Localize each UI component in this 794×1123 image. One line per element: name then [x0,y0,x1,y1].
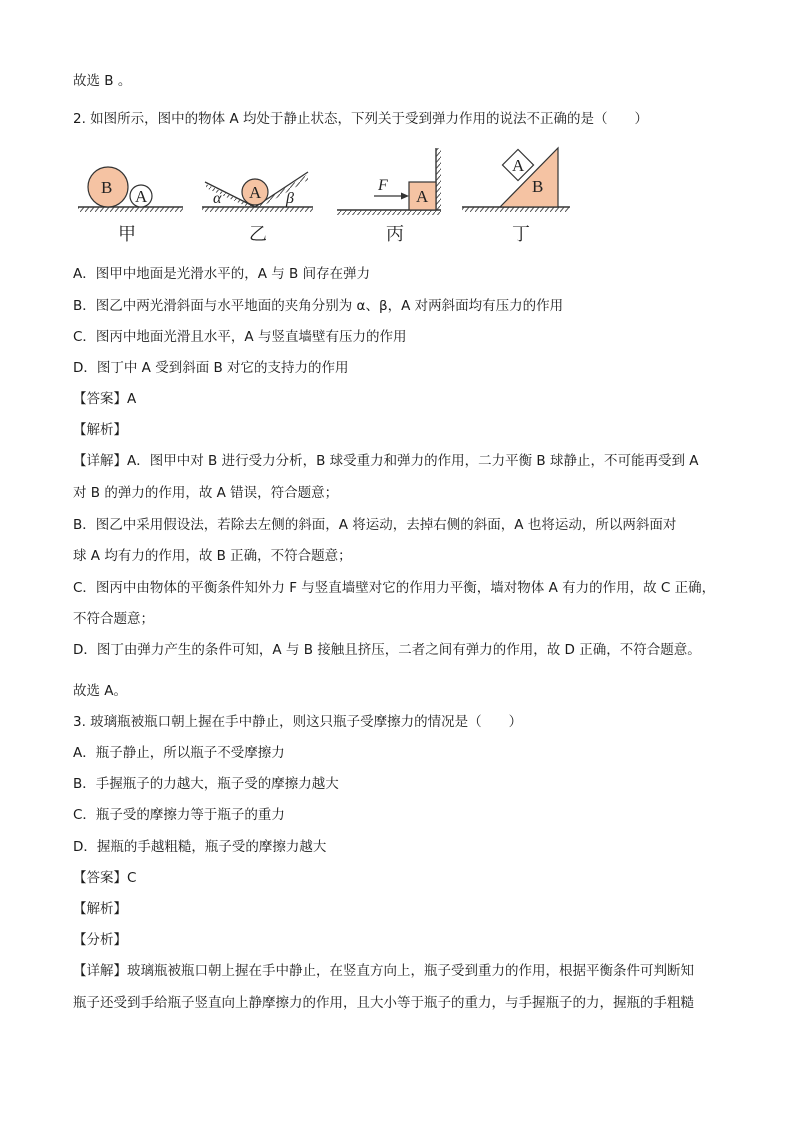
q2-stem: 2. 如图所示，图中的物体 A 均处于静止状态，下列关于受到弹力作用的说法不正确的是（ ） [73,111,648,127]
ground-hatch [462,207,570,212]
panel-label-ding: 丁 [512,224,530,245]
ground-hatch [202,207,313,212]
ball-b-label: B [101,178,113,197]
panel-label-bing: 丙 [386,224,404,245]
q3-option-a: A．瓶子静止，所以瓶子不受摩擦力 [73,745,285,761]
q3-detail-line: 瓶子还受到手给瓶子竖直向上静摩擦力的作用，且大小等于瓶子的重力，与手握瓶子的力，握瓶的手粗糙 [73,995,694,1011]
q2-figure [70,140,590,245]
q2-detail-line: 不符合题意； [73,611,154,627]
panel-bing [337,148,441,245]
angle-alpha-label: α [213,190,222,207]
panel-ding [462,148,570,245]
q2-detail-line: D．图丁由弹力产生的条件可知，A 与 B 接触且挤压，二者之间有弹力的作用，故 D 正确，不符合题意。 [73,642,701,658]
q2-conclusion: 故选 A。 [73,683,128,699]
q2-option-c: C．图丙中地面光滑且水平，A 与竖直墙壁有压力的作用 [73,329,407,345]
block-a-label: A [416,187,429,206]
ball-a-label: A [135,187,148,206]
q2-option-b: B．图乙中两光滑斜面与水平地面的夹角分别为 α、β，A 对两斜面均有压力的作用 [73,298,564,314]
ground-hatch [78,207,183,212]
q2-detail-line: B．图乙中采用假设法，若除去左侧的斜面，A 将运动，去掉右侧的斜面，A 也将运动，所以两斜面对 [73,517,677,533]
q3-option-b: B．手握瓶子的力越大，瓶子受的摩擦力越大 [73,776,339,792]
q3-option-d: D．握瓶的手越粗糙，瓶子受的摩擦力越大 [73,839,327,855]
q3-stem: 3. 玻璃瓶被瓶口朝上握在手中静止，则这只瓶子受摩擦力的情况是（ ） [73,714,523,730]
ball-a-label: A [249,183,262,202]
q2-detail-line: 对 B 的弹力的作用，故 A 错误，符合题意； [73,485,339,501]
force-arrowhead [401,193,409,200]
force-f-label: F [378,177,388,194]
q2-answer: 【答案】A [73,391,137,407]
incline-b [500,148,558,207]
ground-hatch [337,210,441,215]
incline-b-label: B [532,177,544,196]
q2-option-d: D．图丁中 A 受到斜面 B 对它的支持力的作用 [73,360,349,376]
q3-fenxi-header: 【分析】 [73,932,127,948]
angle-beta-label: β [286,190,294,207]
q3-answer: 【答案】C [73,870,137,886]
panel-label-jia: 甲 [118,224,136,245]
previous-conclusion: 故选 B 。 [73,73,132,89]
panel-label-yi: 乙 [249,224,267,245]
q2-analysis-header: 【解析】 [73,422,127,438]
q3-detail-line: 【详解】玻璃瓶被瓶口朝上握在手中静止，在竖直方向上，瓶子受到重力的作用，根据平衡条件可判断知 [73,963,694,979]
q3-option-c: C．瓶子受的摩擦力等于瓶子的重力 [73,807,285,823]
q2-detail-line: C．图丙中由物体的平衡条件知外力 F 与竖直墙壁对它的作用力平衡，墙对物体 A 有力的作用，故 C 正确， [73,580,716,596]
panel-yi [202,172,313,245]
q2-detail-line: 球 A 均有力的作用，故 B 正确，不符合题意； [73,548,352,564]
q2-detail-line: 【详解】A．图甲中对 B 进行受力分析，B 球受重力和弹力的作用，二力平衡 B 球静止，不可能再受到 A [73,453,699,469]
panel-jia [78,167,183,245]
wall-hatch [436,148,441,210]
block-a-label: A [512,156,525,175]
q2-option-a: A．图甲中地面是光滑水平的，A 与 B 间存在弹力 [73,266,371,282]
q3-analysis-header: 【解析】 [73,901,127,917]
